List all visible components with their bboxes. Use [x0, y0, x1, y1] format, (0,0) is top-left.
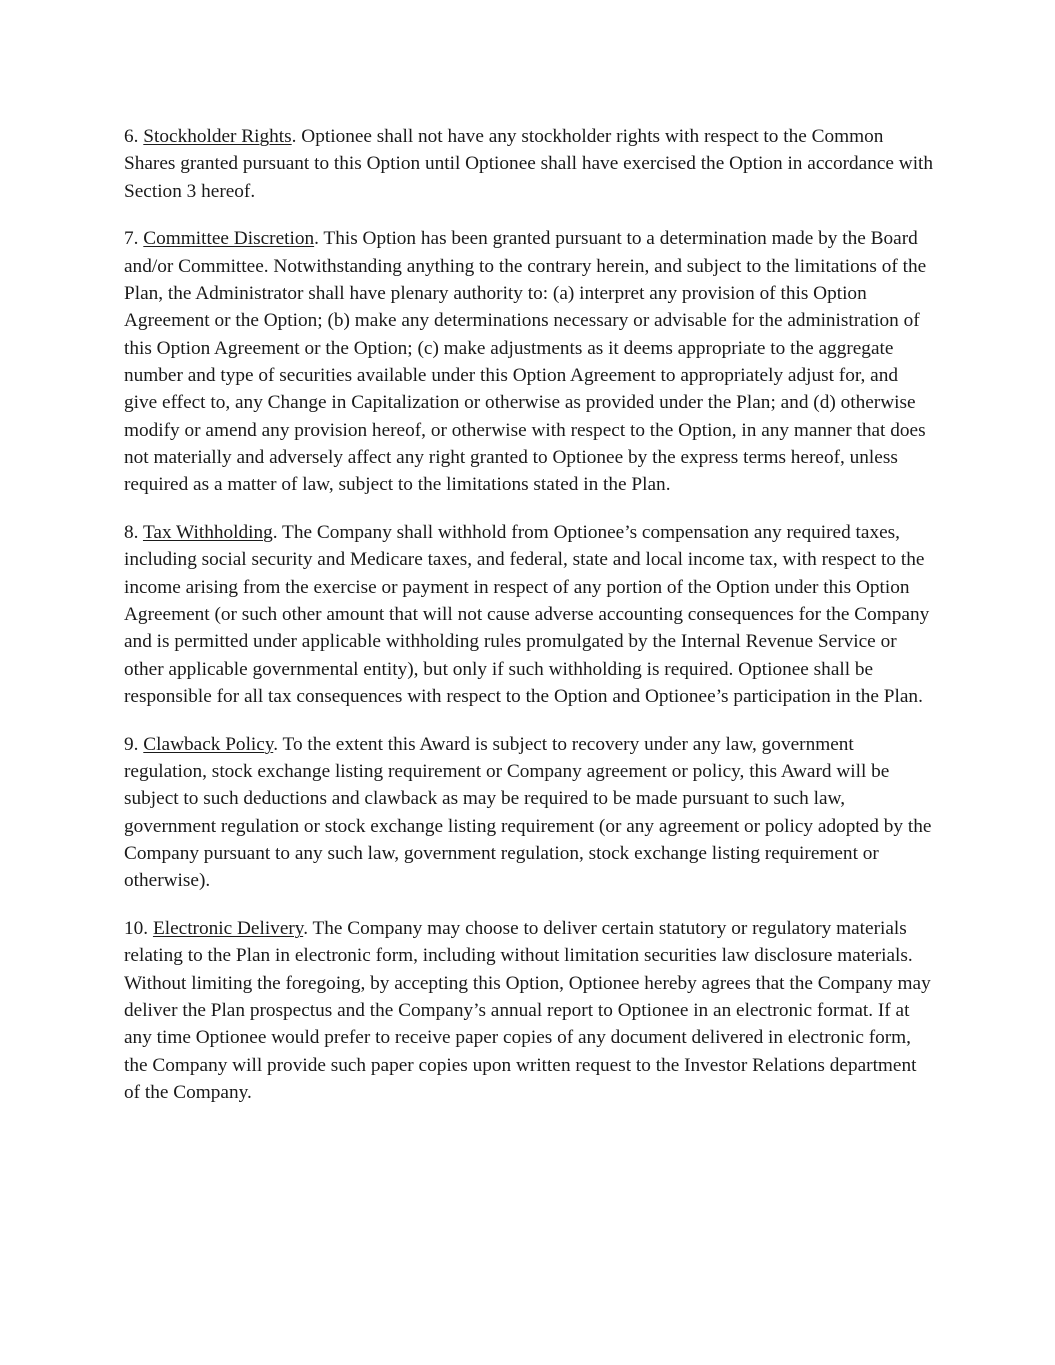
- section-heading: Stockholder Rights: [143, 126, 292, 147]
- section-heading: Electronic Delivery: [152, 918, 304, 940]
- document-body: [124, 123, 934, 1127]
- section-text: . The Company shall withhold from Optionee’s compensation any required taxes, including social security and Medicare taxes, and federal, state and local income tax, with respect to the income arising from the exercise or payment in respect of any portion of the Option under this Option Agreement (or such other amount that will not cause adverse accounting consequences for the Company and is permitted under applicable withholding rules promulgated by the Internal Revenue Service or other applicable governmental entity), but only if such withholding is required. Optionee shall be responsible for all tax consequences with respect to the Option and Optionee’s participation in the Plan.: [124, 522, 930, 707]
- section-number: 10.: [124, 918, 149, 940]
- section-number: 7.: [124, 228, 139, 250]
- section-text: . This Option has been granted pursuant to a determination made by the Board and/or Committee. Notwithstanding anything to the contrary herein, and subject to the limitations of the Plan, the Administrator shall have plenary authority to: (a) interpret any provision of this Option Agreement or the Option; (b) make any determinations necessary or advisable for the administration of this Option Agreement or the Option; (c) make adjustments as it deems appropriate to the aggregate number and type of securities available under this Option Agreement to appropriately adjust for, and give effect to, any Change in Capitalization or otherwise as provided under the Plan; and (d) otherwise modify or amend any provision hereof, or otherwise with respect to the Option, in any manner that does not materially and adversely affect any right granted to Optionee by the express terms hereof, unless required as a matter of law, subject to the limitations stated in the Plan.: [124, 228, 927, 496]
- section-text: . To the extent this Award is subject to recovery under any law, government regulation, stock exchange listing requirement or Company agreement or policy, this Award will be subject to such deductions and clawback as may be required to be made pursuant to such law, government regulation or stock exchange listing requirement (or any agreement or policy adopted by the Company pursuant to any such law, government regulation, stock exchange listing requirement or otherwise).: [124, 733, 932, 892]
- section-clawback-policy: [124, 731, 934, 895]
- section-number: 8.: [124, 522, 139, 544]
- section-tax-withholding: [124, 519, 934, 710]
- section-text: . The Company may choose to deliver certain statutory or regulatory materials relating to the Plan in electronic form, including without limitation securities law disclosure materials. Without limiting the foregoing, by accepting this Option, Optionee hereby agrees that the Company may deliver the Plan prospectus and the Company’s annual report to Optionee in an electronic format. If at any time Optionee would prefer to receive paper copies of any document delivered in electronic form, the Company will provide such paper copies upon written request to the Investor Relations department of the Company.: [124, 918, 931, 1103]
- section-heading: Tax Withholding: [142, 522, 273, 544]
- section-heading: Clawback Policy: [143, 733, 274, 755]
- section-number: 6.: [124, 126, 139, 147]
- section-number: 9.: [124, 733, 139, 755]
- section-text: . Optionee shall not have any stockholder rights with respect to the Common Shares granted pursuant to this Option until Optionee shall have exercised the Option in accordance with Section 3 hereof.: [124, 126, 934, 202]
- section-committee-discretion: [124, 225, 934, 498]
- section-electronic-delivery: [124, 915, 934, 1106]
- section-heading: Committee Discretion: [143, 228, 315, 250]
- section-stockholder-rights: [124, 123, 934, 205]
